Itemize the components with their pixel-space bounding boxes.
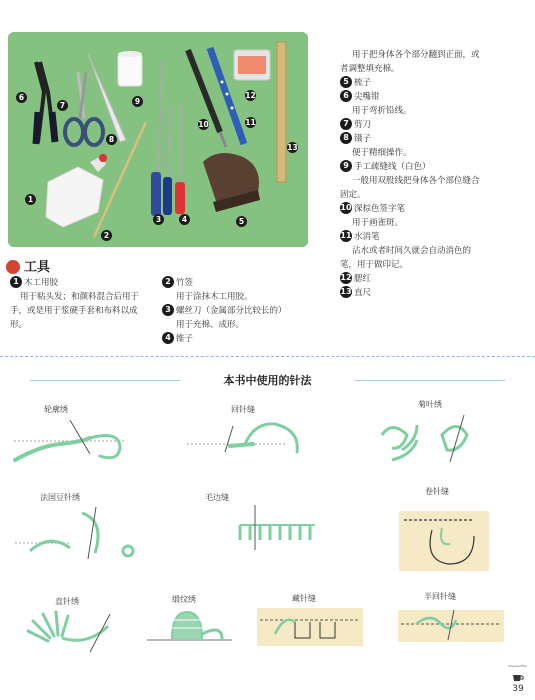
photo-num-12: 12 bbox=[245, 91, 256, 100]
item-desc: 用于弯折铅线。 bbox=[352, 106, 412, 116]
lazy-daisy-figure bbox=[372, 410, 492, 470]
stitch-label-french-knot: 法国豆针绣 bbox=[40, 493, 80, 502]
photo-num-10: 10 bbox=[198, 120, 209, 129]
tools-list-middle bbox=[162, 276, 312, 346]
ruler bbox=[277, 42, 286, 182]
tools-heading bbox=[6, 256, 50, 275]
photo-num-2: 2 bbox=[101, 230, 112, 241]
item-number: 12 bbox=[340, 272, 352, 282]
item-name: 水消笔 bbox=[354, 232, 380, 242]
tools-list-left bbox=[10, 276, 160, 332]
item-number: 9 bbox=[340, 160, 352, 172]
item-name: 木工用胶 bbox=[24, 278, 59, 288]
item-number: 13 bbox=[340, 286, 352, 296]
stitch-label-ladder: 藏针缝 bbox=[292, 594, 316, 603]
item-name: 深棕色签字笔 bbox=[354, 204, 406, 214]
tools-list-right bbox=[340, 48, 530, 300]
item-number: 3 bbox=[162, 304, 174, 316]
backstitch-figure bbox=[185, 412, 305, 467]
page-number bbox=[511, 673, 525, 694]
stitch-label-straight: 直针绣 bbox=[55, 597, 79, 606]
whip-stitch-figure bbox=[394, 506, 494, 576]
item-number: 7 bbox=[340, 118, 352, 130]
item-desc: 一般用双股线把身体各个部位缝合 bbox=[352, 176, 480, 186]
intro-line: 者调整填充棉。 bbox=[340, 64, 400, 74]
tool-item-tweezers bbox=[340, 132, 530, 146]
ladder-stitch-figure bbox=[255, 604, 365, 650]
stitch-label-outline: 轮廓绣 bbox=[44, 405, 68, 414]
photo-num-3: 3 bbox=[153, 214, 164, 225]
item-name: 锥子 bbox=[176, 334, 194, 344]
item-name: 剪刀 bbox=[354, 120, 372, 130]
tool-item-comb bbox=[340, 76, 530, 90]
tool-item-scissors bbox=[340, 118, 530, 132]
tool-item-blush bbox=[340, 272, 530, 286]
item-number: 6 bbox=[340, 90, 352, 102]
photo-num-13: 13 bbox=[287, 143, 298, 152]
item-number: 8 bbox=[340, 132, 352, 144]
item-name: 尖嘴钳 bbox=[354, 92, 380, 102]
outline-stitch-figure bbox=[10, 416, 130, 466]
blanket-stitch-figure bbox=[235, 500, 325, 555]
item-desc: 用于充棉、成形。 bbox=[176, 320, 245, 330]
item-number: 11 bbox=[340, 230, 352, 240]
stitch-label-satin: 缎纹绣 bbox=[172, 595, 196, 604]
page-logo-text: Hopeacoffee bbox=[508, 664, 527, 668]
page-number-text: 39 bbox=[512, 684, 524, 694]
item-number: 1 bbox=[10, 276, 22, 288]
tool-item-erasable-pen bbox=[340, 230, 530, 244]
satin-stitch-figure bbox=[142, 604, 242, 649]
tool-item-skewer bbox=[162, 276, 312, 290]
stitch-label-half-backstitch: 半回针缝 bbox=[424, 592, 456, 601]
item-number: 10 bbox=[340, 202, 352, 212]
blush-compact bbox=[234, 50, 270, 80]
section-divider bbox=[0, 356, 535, 357]
photo-num-1: 1 bbox=[25, 194, 36, 205]
item-name: 螺丝刀（金属部分比较长的） bbox=[176, 306, 287, 316]
stitches-title: 本书中使用的针法 bbox=[223, 374, 312, 387]
item-number: 4 bbox=[162, 332, 174, 344]
intro-line: 用于把身体各个部分翻到正面，或 bbox=[352, 50, 480, 60]
item-name: 腮红 bbox=[354, 274, 372, 284]
tools-photo bbox=[8, 32, 308, 247]
item-desc: 手，或是用于浆硬手套和布料以成 bbox=[10, 306, 138, 316]
section-badge-icon bbox=[6, 260, 20, 274]
photo-num-5: 5 bbox=[236, 216, 247, 227]
tool-item-pliers bbox=[340, 90, 530, 104]
item-desc: 固定。 bbox=[340, 190, 366, 200]
item-name: 竹签 bbox=[176, 278, 194, 288]
straight-stitch-figure bbox=[18, 606, 138, 656]
stitch-label-whip: 卷针缝 bbox=[425, 487, 449, 496]
photo-num-8: 8 bbox=[106, 134, 117, 145]
item-desc: 便于精细操作。 bbox=[352, 148, 412, 158]
tool-item-thread bbox=[340, 160, 530, 174]
item-desc: 用于涂抹木工用胶。 bbox=[176, 292, 253, 302]
tool-item-screwdriver bbox=[162, 304, 312, 318]
item-desc: 用于画雀斑。 bbox=[352, 218, 404, 228]
cup-icon bbox=[511, 673, 525, 683]
item-number: 5 bbox=[340, 76, 352, 88]
stitch-label-blanket: 毛边缝 bbox=[205, 493, 229, 502]
item-desc: 笔，用于做印记。 bbox=[340, 260, 409, 270]
item-name: 镊子 bbox=[354, 134, 372, 144]
item-name: 直尺 bbox=[354, 288, 372, 298]
photo-num-4: 4 bbox=[179, 214, 190, 225]
item-name: 手工疏缝线（白色） bbox=[354, 162, 431, 172]
item-name: 梳子 bbox=[354, 78, 372, 88]
tool-item-awl bbox=[162, 332, 312, 346]
tools-heading-text: 工具 bbox=[24, 260, 51, 275]
photo-num-9: 9 bbox=[132, 96, 143, 107]
thread-spool bbox=[118, 51, 142, 86]
tool-item-glue bbox=[10, 276, 160, 290]
stitch-label-lazy-daisy: 菊叶绣 bbox=[418, 400, 442, 409]
french-knot-figure bbox=[10, 503, 140, 563]
tool-item-ruler bbox=[340, 286, 530, 300]
item-number: 2 bbox=[162, 276, 174, 288]
item-desc: 沾水或者时间久就会自动消色的 bbox=[352, 246, 472, 256]
photo-num-7: 7 bbox=[57, 100, 68, 111]
tool-item-brown-pen bbox=[340, 202, 530, 216]
item-desc: 形。 bbox=[10, 320, 28, 330]
half-backstitch-figure bbox=[396, 606, 506, 646]
stitch-label-backstitch: 回针缝 bbox=[231, 405, 255, 414]
photo-num-11: 11 bbox=[245, 118, 256, 127]
photo-num-6: 6 bbox=[16, 92, 27, 103]
item-desc: 用于粘头发；和颜料混合后用于 bbox=[20, 292, 140, 302]
